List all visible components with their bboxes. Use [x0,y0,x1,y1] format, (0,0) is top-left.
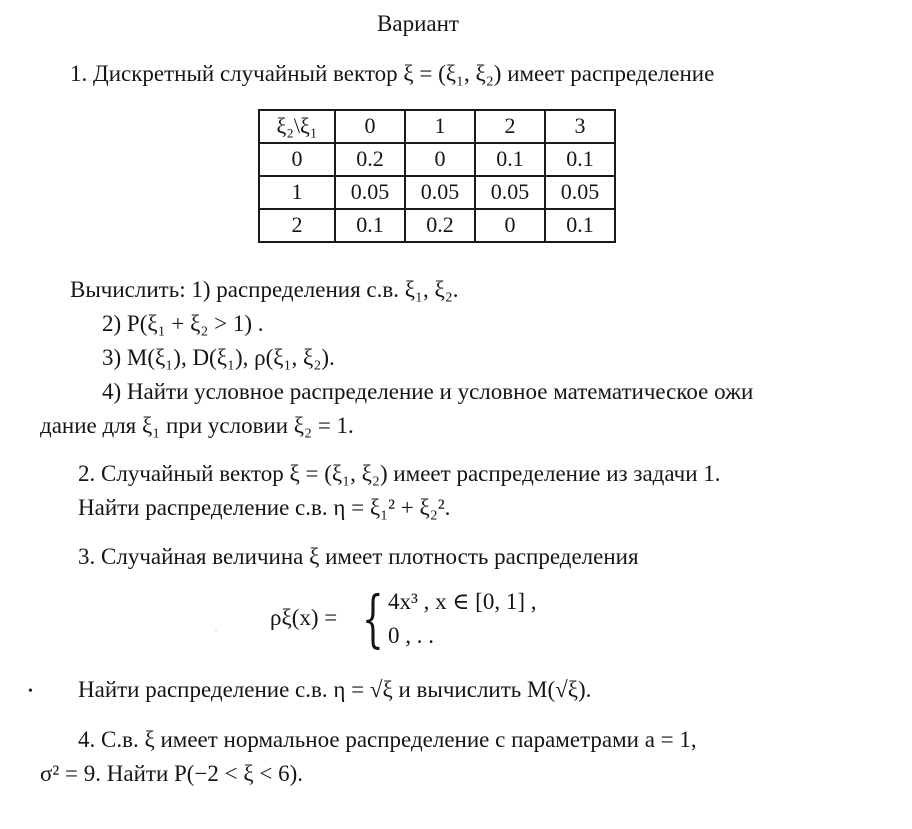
table-row [259,209,615,242]
table-cell: 0.2 [335,143,405,176]
table-column-header: 0 [335,110,405,143]
table-cell: 0 [475,209,545,242]
table-cell: 0.05 [475,176,545,209]
table-column-header: 3 [545,110,615,143]
table-cell: 0.05 [405,176,475,209]
stray-dot: • [28,684,33,699]
table-cell: 0.05 [335,176,405,209]
task3-line2: Найти распределение с.в. η = √ξ и вычислить M(√ξ). [78,677,592,702]
table-cell: 0 [405,143,475,176]
task1-item3: 3) M(ξ₁), D(ξ₁), ρ(ξ₁, ξ₂). [102,345,335,370]
task1-item4-line2: дание для ξ₁ при условии ξ₂ = 1. [40,413,354,438]
table-cell: 0.1 [475,143,545,176]
task4-line2: σ² = 9. Найти P(−2 < ξ < 6). [40,761,304,786]
task2-line1: 2. Случайный вектор ξ = (ξ₁, ξ₂) имеет распределение из задачи 1. [78,461,721,486]
table-row-label: 1 [259,176,335,209]
table-cell: 0.05 [545,176,615,209]
task4-line1: 4. С.в. ξ имеет нормальное распределение с параметрами a = 1, [78,727,697,752]
task3-line1: 3. Случайная величина ξ имеет плотность распределения [78,544,639,569]
table-cell: 0.1 [335,209,405,242]
table-column-header: 1 [405,110,475,143]
table-row [259,176,615,209]
formula-row-2: 0 , . . [388,623,434,648]
table-header-row [259,110,615,143]
page-title: Вариант [377,11,459,36]
formula-brace: { [362,582,384,655]
task1-item4-line1: 4) Найти условное распределение и условное математическое ожи [102,379,754,404]
task2-line2: Найти распределение с.в. η = ξ₁² + ξ₂². [78,495,451,520]
task1-item2: 2) P(ξ₁ + ξ₂ > 1) . [102,311,264,336]
task1-intro: 1. Дискретный случайный вектор ξ = (ξ₁, ξ₂) имеет распределение [70,61,715,86]
distribution-table [258,109,616,243]
table-row-label: 0 [259,143,335,176]
table-cell: 0.1 [545,209,615,242]
task1-item1: Вычислить: 1) распределения с.в. ξ₁, ξ₂. [70,277,459,302]
table-column-header: 2 [475,110,545,143]
table-row-label: 2 [259,209,335,242]
table-row [259,143,615,176]
table-cell: 0.1 [545,143,615,176]
formula-row-1: 4x³ , x ∈ [0, 1] , [388,589,537,614]
formula-lhs: ρξ(x) = [270,605,338,630]
faint-mark: · [214,623,218,637]
table-corner-cell: ξ₂\ξ₁ [259,110,335,143]
table-cell: 0.2 [405,209,475,242]
